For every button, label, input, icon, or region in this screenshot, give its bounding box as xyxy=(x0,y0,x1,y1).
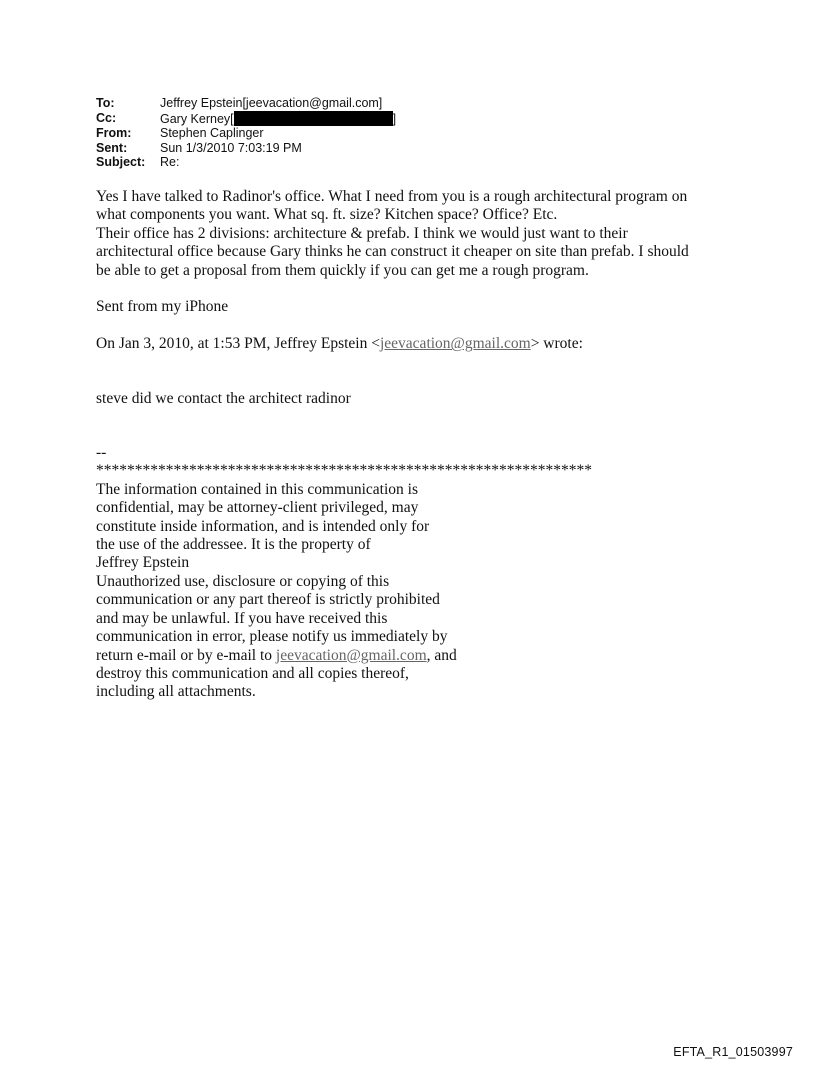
header-cc-row xyxy=(96,111,396,127)
reply-line-3: Their office has 2 divisions: architecture & prefab. I think we would just want to their xyxy=(96,224,628,242)
disclaimer-email-link[interactable]: jeevacation@gmail.com xyxy=(275,646,427,664)
attribution-email-link[interactable]: jeevacation@gmail.com xyxy=(379,335,531,353)
header-to-row xyxy=(96,96,396,111)
subject-label: Subject: xyxy=(96,155,146,169)
disclaimer-line: The information contained in this communication is xyxy=(96,480,418,498)
disclaimer-line: the use of the addressee. It is the property of xyxy=(96,536,371,554)
quoted-message: steve did we contact the architect radinor xyxy=(96,389,351,407)
to-value: Jeffrey Epstein[jeevacation@gmail.com] xyxy=(160,96,383,110)
attribution-suffix: > wrote: xyxy=(530,335,583,353)
cc-value xyxy=(160,111,396,127)
header-subject-row xyxy=(96,155,396,170)
disclaimer-line: Jeffrey Epstein xyxy=(96,554,190,572)
cc-value-suffix: ] xyxy=(392,111,397,126)
disclaimer-line-suffix: , and xyxy=(426,646,457,664)
disclaimer-line: Unauthorized use, disclosure or copying of this xyxy=(96,572,390,590)
cc-value-prefix: Gary Kerney[ xyxy=(160,111,234,126)
reply-line-5: be able to get a proposal from them quickly if you can get me a rough program. xyxy=(96,261,589,279)
redaction-box xyxy=(234,111,393,126)
disclaimer-line: communication in error, please notify us immediately by xyxy=(96,628,448,646)
attribution-prefix: On Jan 3, 2010, at 1:53 PM, Jeffrey Epstein < xyxy=(96,335,380,353)
disclaimer-line: and may be unlawful. If you have received this xyxy=(96,609,388,627)
quote-attribution xyxy=(96,335,736,353)
email-body xyxy=(96,188,736,702)
signature-stars: **************************************************************** xyxy=(96,462,592,480)
disclaimer-line: communication or any part thereof is strictly prohibited xyxy=(96,591,440,609)
reply-line-4: architectural office because Gary thinks he can construct it cheaper on site than prefab. I should xyxy=(96,243,689,261)
disclaimer-line: confidential, may be attorney-client privileged, may xyxy=(96,499,419,517)
sent-from-line: Sent from my iPhone xyxy=(96,298,229,316)
sent-value: Sun 1/3/2010 7:03:19 PM xyxy=(160,140,302,155)
header-sent-row xyxy=(96,141,396,156)
reply-paragraph xyxy=(96,188,736,280)
disclaimer-line: destroy this communication and all copies thereof, xyxy=(96,664,409,682)
subject-value: Re: xyxy=(160,155,180,169)
sent-label: Sent: xyxy=(96,140,128,155)
disclaimer-line: return e-mail or by e-mail to xyxy=(96,646,276,664)
signature-dashes: -- xyxy=(96,444,107,462)
reply-line-1: Yes I have talked to Radinor's office. What I need from you is a rough architectural program on xyxy=(96,188,688,205)
disclaimer-line: including all attachments. xyxy=(96,683,256,701)
header-from-row xyxy=(96,126,396,141)
to-label: To: xyxy=(96,96,115,110)
email-header xyxy=(96,96,396,170)
from-label: From: xyxy=(96,126,132,140)
cc-label: Cc: xyxy=(96,110,117,125)
document-id: EFTA_R1_01503997 xyxy=(673,1045,793,1059)
disclaimer-block xyxy=(96,481,736,702)
from-value: Stephen Caplinger xyxy=(160,126,264,140)
disclaimer-line: constitute inside information, and is intended only for xyxy=(96,517,430,535)
reply-line-2: what components you want. What sq. ft. size? Kitchen space? Office? Etc. xyxy=(96,206,558,224)
